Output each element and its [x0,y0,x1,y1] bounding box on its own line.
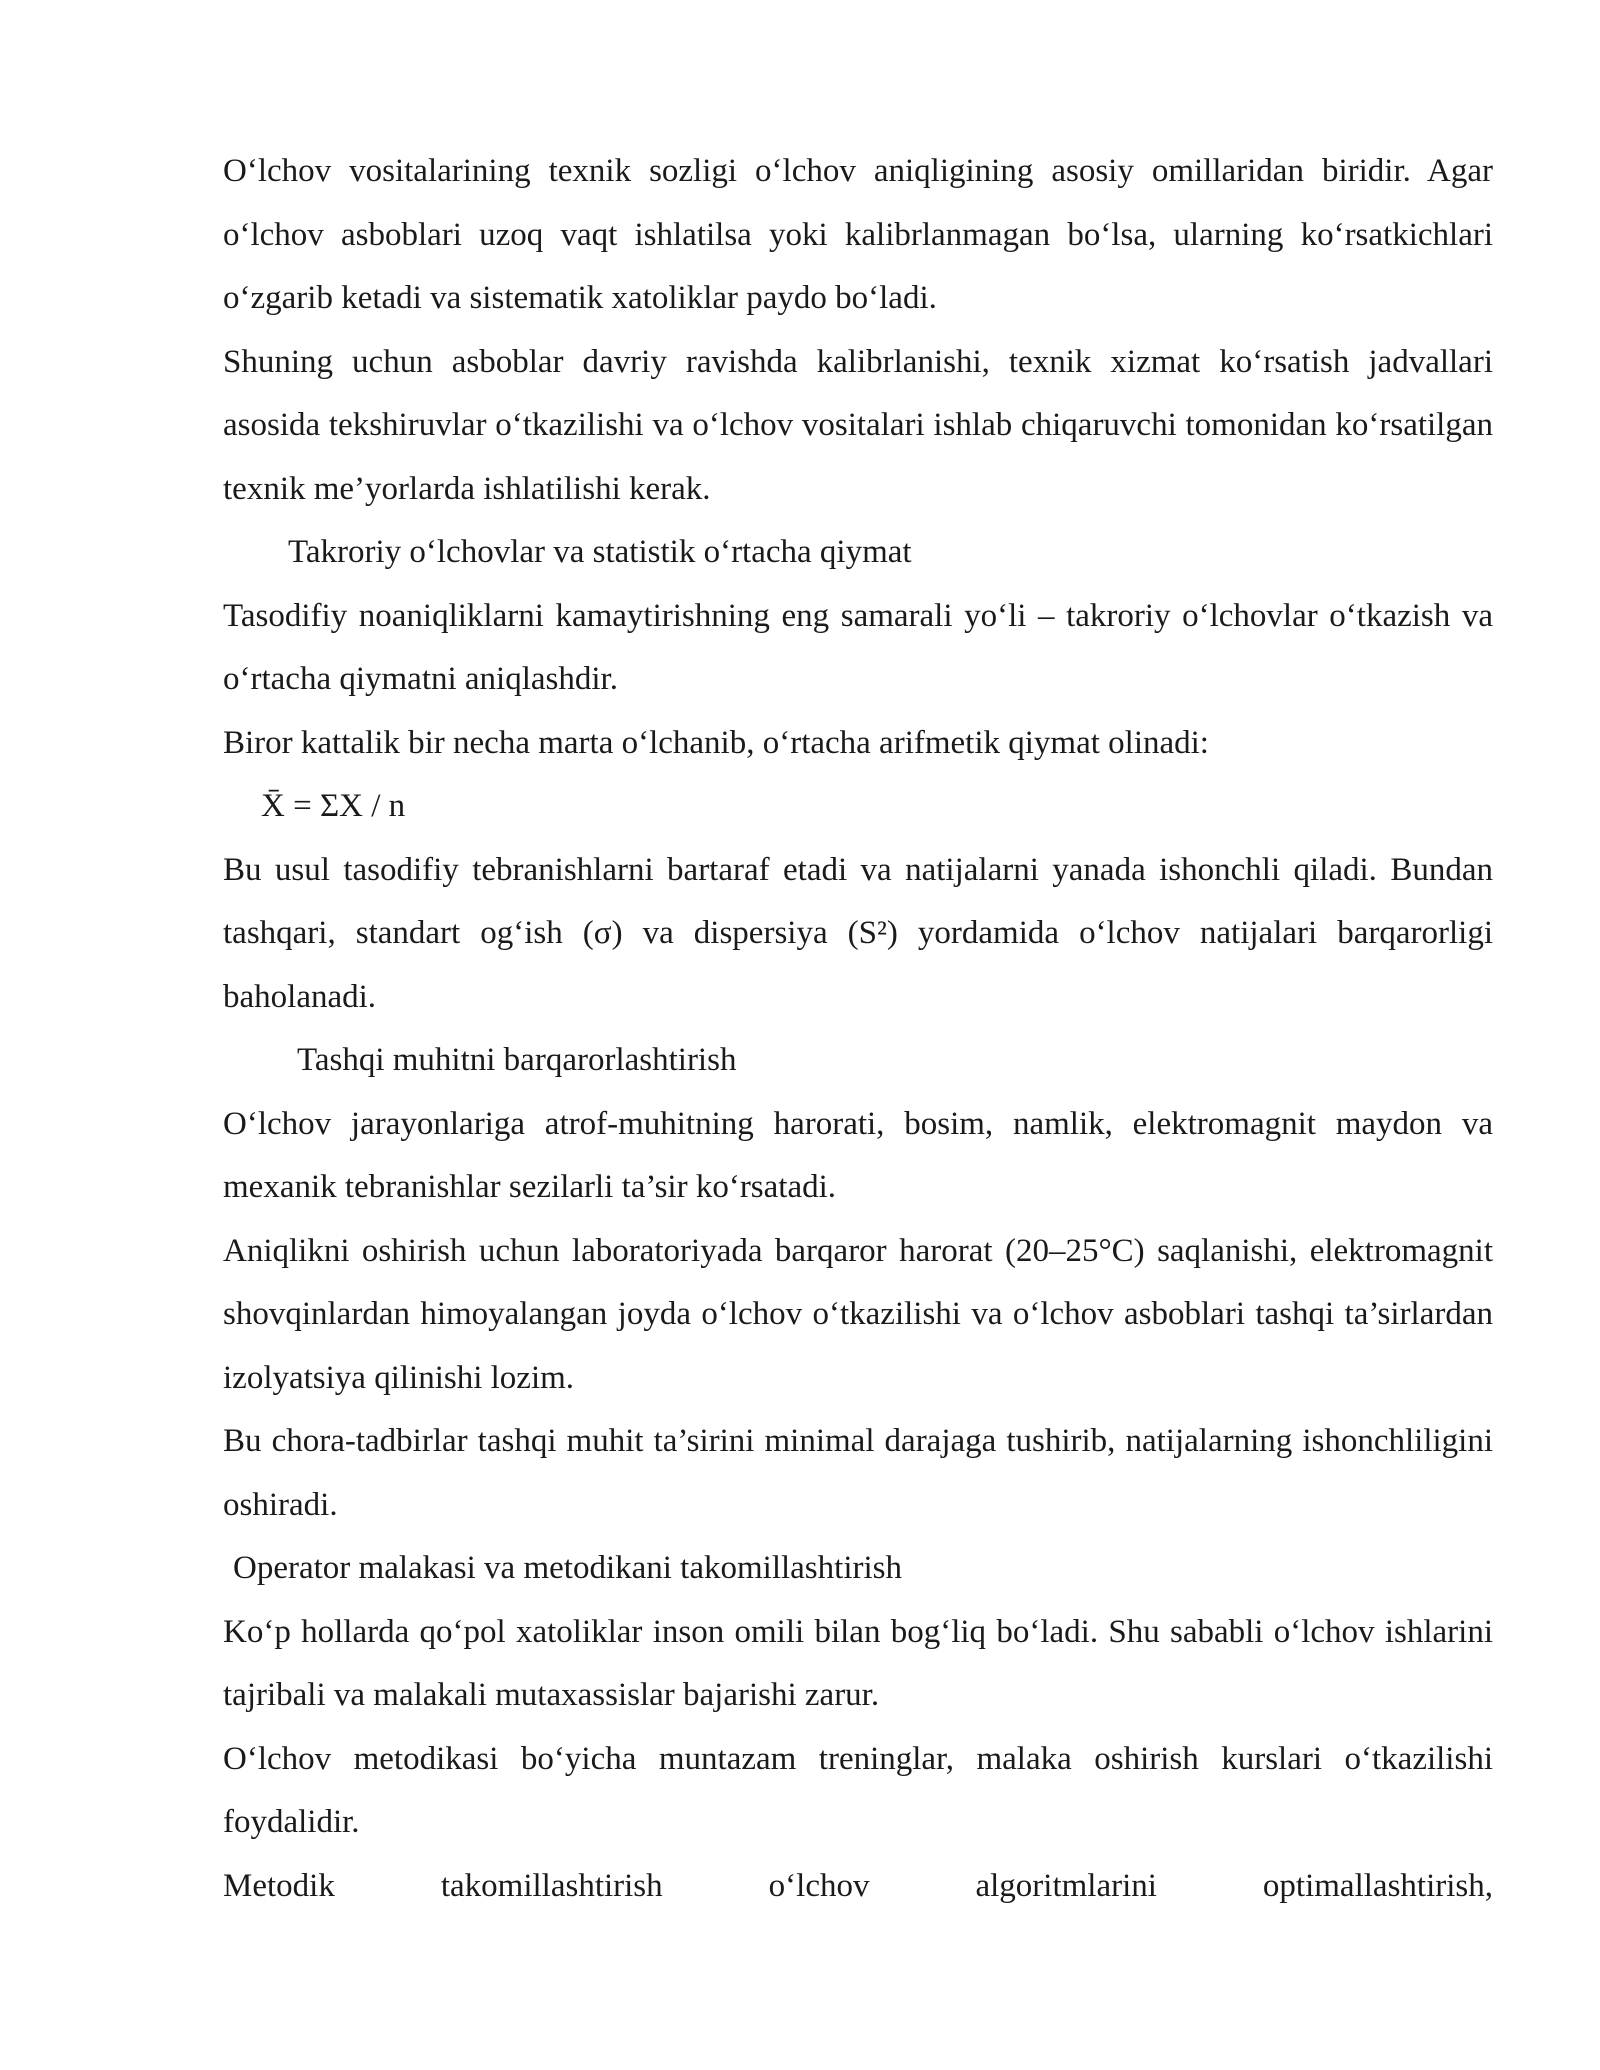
paragraph-environment-effects: O‘lchov jarayonlariga atrof-muhitning harorati, bosim, namlik, elektromagnit maydon va mexanik tebranishlar sezilarli ta’sir ko‘rsatadi. [223,1105,1493,1205]
paragraph-standard-deviation: Bu usul tasodifiy tebranishlarni bartaraf etadi va natijalarni yanada ishonchli qiladi. Bundan tashqari, standart og‘ish (σ) va dispersiya (S²) yordamida o‘lchov natijalari barqarorligi baholanadi. [223,851,1493,1015]
formula-mean: X̄ = ΣX / n [261,788,406,824]
paragraph-lab-conditions: Aniqlikni oshirish uchun laboratoriyada barqaror harorat (20–25°C) saqlanishi, elektromagnit shovqinlardan himoyalangan joyda o‘lchov o‘tkazilishi va o‘lchov asboblari tashqi ta’sirlardan izolyatsiya qilinishi lozim. [223,1232,1493,1396]
paragraph-random-uncertainty: Tasodifiy noaniqliklarni kamaytirishning eng samarali yo‘li – takroriy o‘lchovlar o‘tkazish va o‘rtacha qiymatni aniqlashdir. [223,597,1493,697]
heading-operator-skill: Operator malakasi va metodikani takomillashtirish [233,1550,902,1586]
heading-environment: Tashqi muhitni barqarorlashtirish [297,1042,737,1078]
heading-repeated-measurements: Takroriy o‘lchovlar va statistik o‘rtacha qiymat [288,534,912,570]
paragraph-instrument-condition: O‘lchov vositalarining texnik sozligi o‘lchov aniqligining asosiy omillaridan biridir. Agar o‘lchov asboblari uzoq vaqt ishlatilsa yoki kalibrlanmagan bo‘lsa, ularning ko‘rsatkichlari o‘zgarib ketadi va sistematik xatoliklar paydo bo‘ladi. [223,153,1493,316]
paragraph-training: O‘lchov metodikasi bo‘yicha muntazam treninglar, malaka oshirish kurslari o‘tkazilishi foydalidir. [223,1740,1493,1840]
paragraph-arithmetic-mean: Biror kattalik bir necha marta o‘lchanib, o‘rtacha arifmetik qiymat olinadi: [223,724,1209,761]
document-body [223,140,1493,1918]
paragraph-methodology: Metodik takomillashtirish o‘lchov algoritmlarini optimallashtirish, [223,1867,1493,1904]
paragraph-human-factor: Ko‘p hollarda qo‘pol xatoliklar inson omili bilan bog‘liq bo‘ladi. Shu sababli o‘lchov ishlarini tajribali va malakali mutaxassislar bajarishi zarur. [223,1613,1493,1713]
paragraph-calibration: Shuning uchun asboblar davriy ravishda kalibrlanishi, texnik xizmat ko‘rsatish jadvallari asosida tekshiruvlar o‘tkazilishi va o‘lchov vositalari ishlab chiqaruvchi tomonidan ko‘rsatilgan texnik me’yorlarda ishlatilishi kerak. [223,343,1493,507]
paragraph-measures-result: Bu chora-tadbirlar tashqi muhit ta’sirini minimal darajaga tushirib, natijalarning ishonchliligini oshiradi. [223,1423,1493,1523]
